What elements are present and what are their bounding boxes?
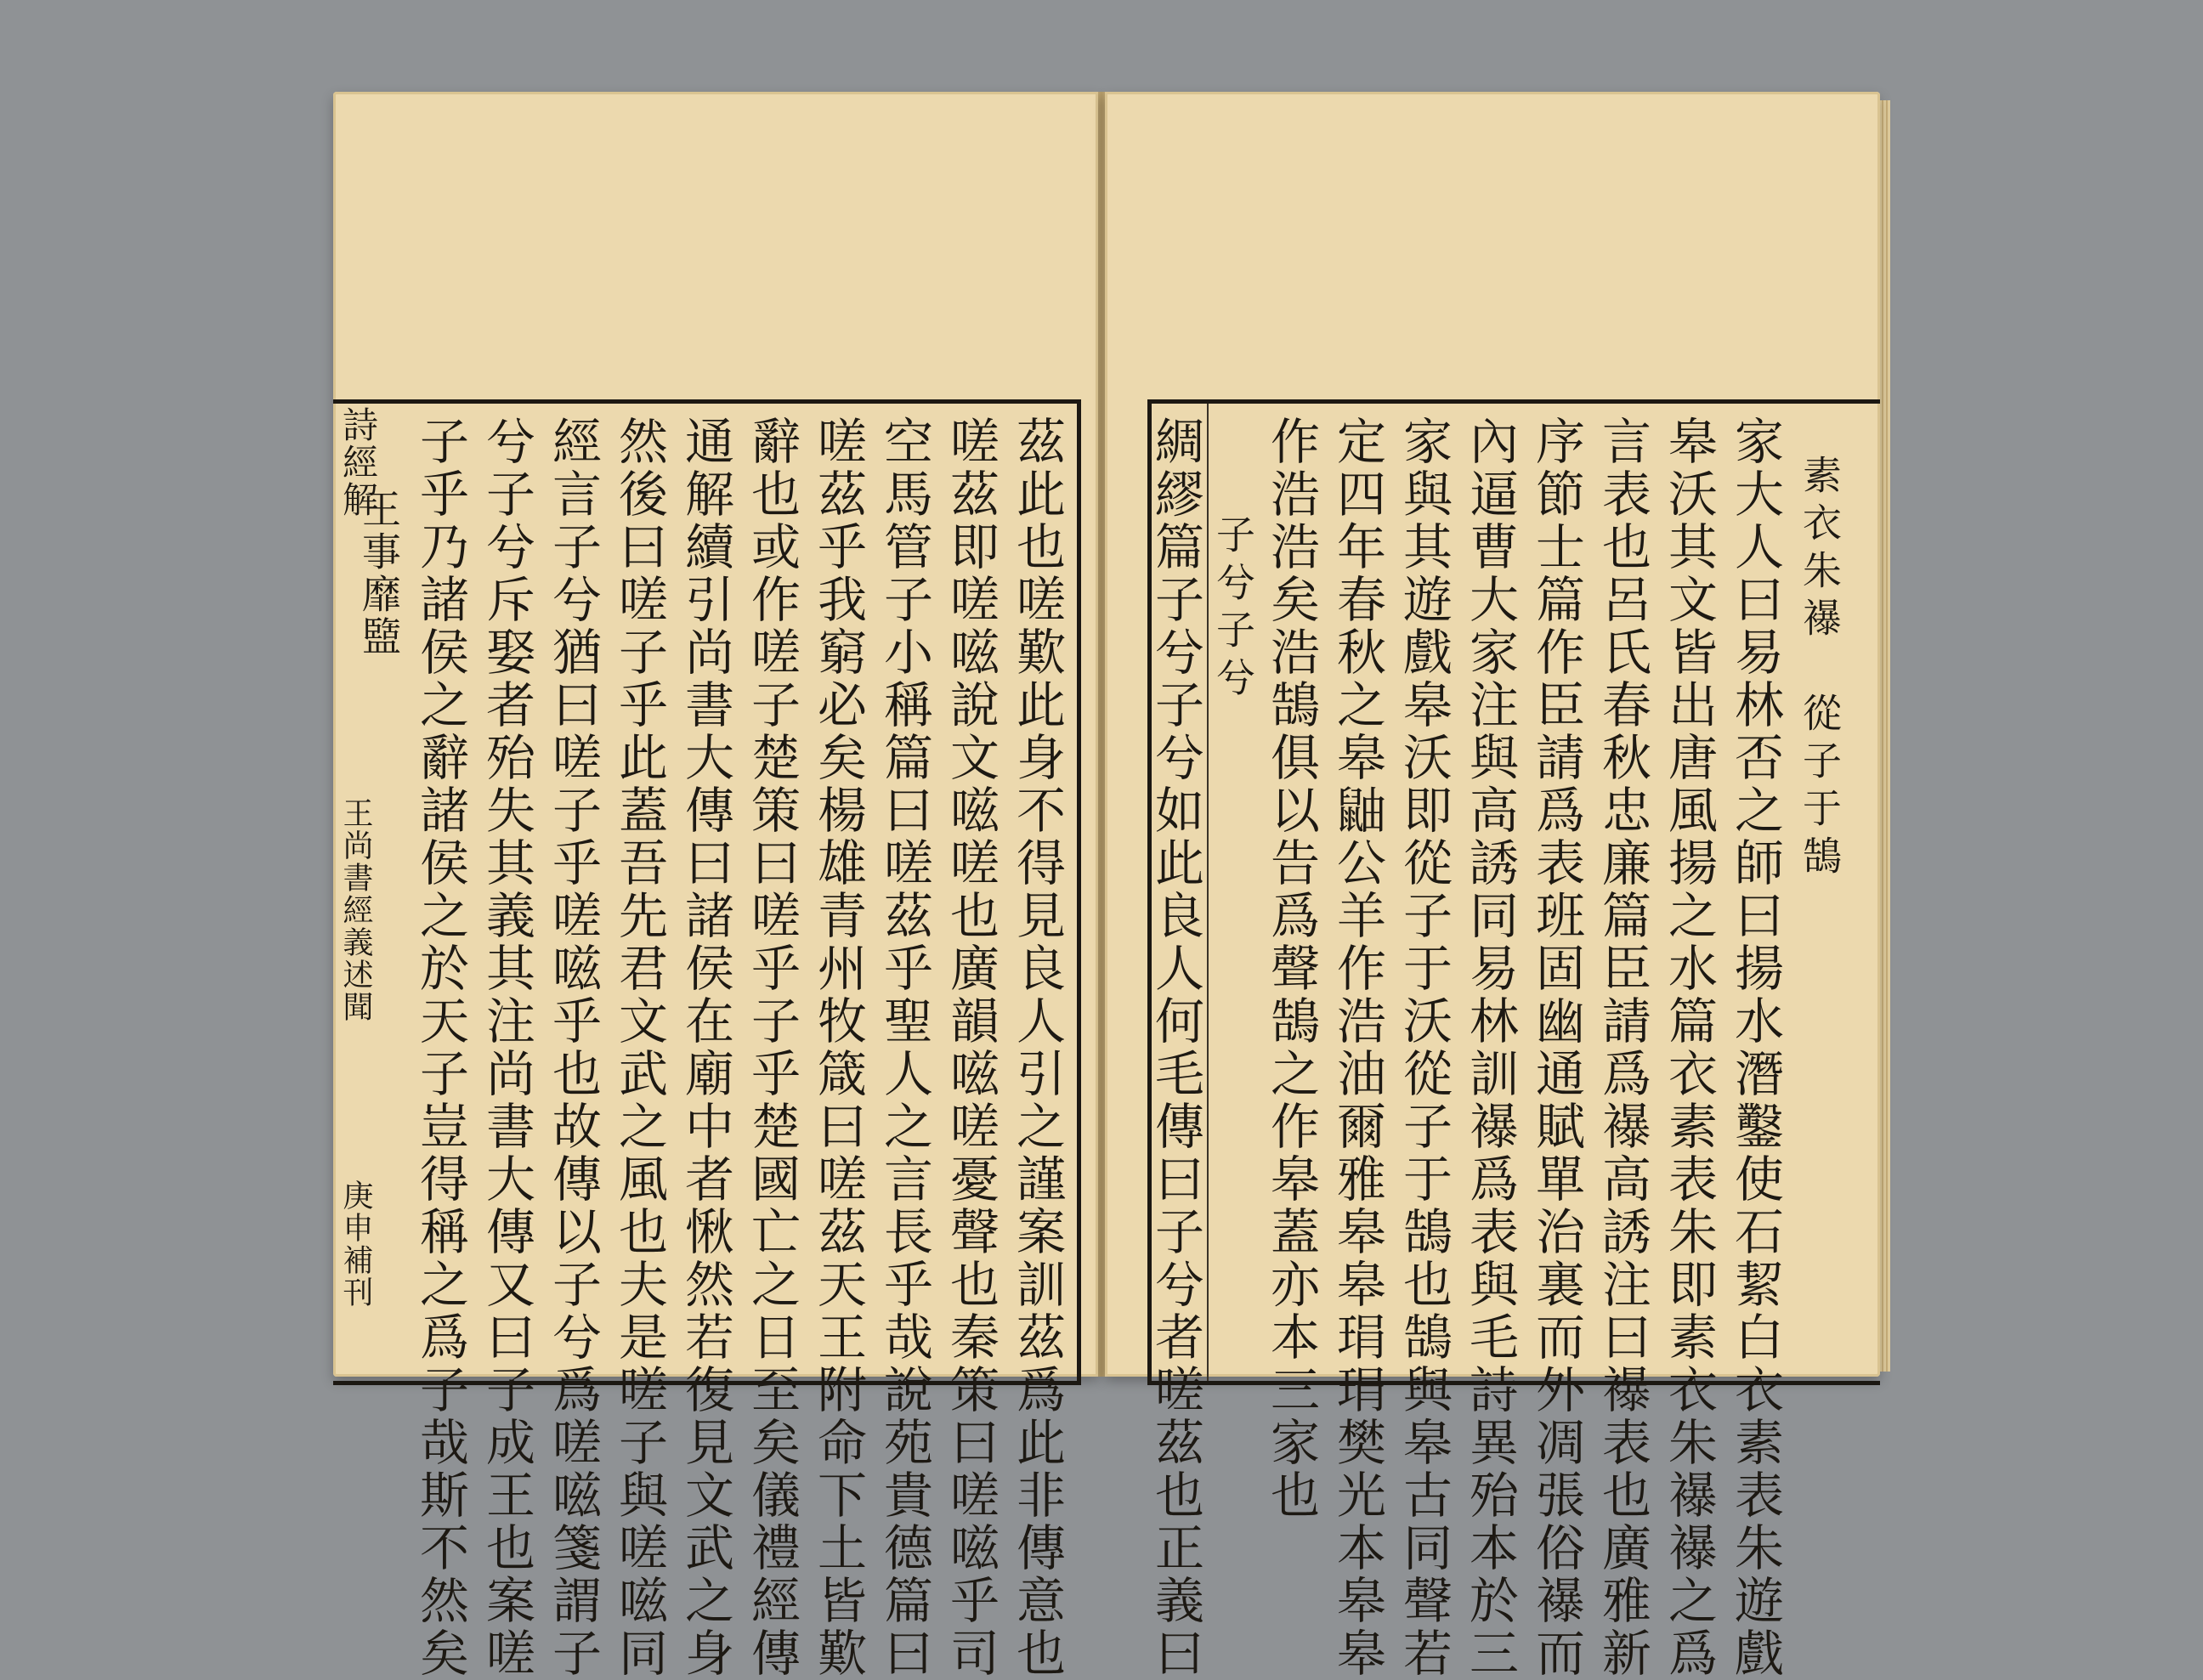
left-column-9: 兮子兮斥娶者殆失其義其注尚書大傳又曰子成王也案嗟 [478, 416, 535, 1680]
left-page [333, 92, 1098, 1680]
right-column-rule [1207, 404, 1209, 1381]
right-print-frame [1147, 399, 1880, 1680]
right-column-3: 言表也呂氏春秋忠廉篇臣請爲襮高誘注曰襮表也廣雅新 [1594, 416, 1651, 1680]
right-sub-heading: 子兮子兮 [1210, 514, 1256, 704]
left-sub-heading: 王事靡盬 [356, 489, 402, 659]
left-column-1: 茲此也嗟歎此身不得見良人引之謹案訓茲爲此非傳意也 [1008, 416, 1066, 1680]
right-column-1: 家大人曰易林否之師曰揚水潛鑿使石絜白衣素表朱遊戲 [1726, 416, 1784, 1680]
left-margin-title: 詩經解 [337, 406, 379, 518]
left-column-7: 然後曰嗟子乎此蓋吾先君文武之風也夫是嗟子與嗟嗞同 [610, 416, 668, 1680]
right-page [1105, 92, 1880, 1680]
right-column-8: 作浩浩矣浩鵠俱以告爲聲鵠之作皋蓋亦本三家也 [1262, 416, 1320, 1522]
right-column-7: 定四年春秋之皋鼬公羊作浩油爾雅皋皋琄琄樊光本皋皋 [1328, 416, 1386, 1680]
left-column-4: 嗟茲乎我窮必矣楊雄青州牧箴曰嗟茲天王附命下土皆歎 [809, 416, 867, 1680]
left-margin-note: 庚申補刊 [338, 1179, 373, 1309]
left-column-5: 辭也或作嗟子楚策曰嗟乎子乎楚國亡之日至矣儀禮經傳 [743, 416, 801, 1680]
left-column-2: 嗟茲即嗟嗞說文嗞嗟也廣韻嗞嗟憂聲也秦策曰嗟嗞乎司 [942, 416, 1000, 1680]
left-column-10: 子乎乃諸侯之辭諸侯之於天子豈得稱之爲子哉斯不然矣 [411, 416, 469, 1680]
left-column-3: 空馬管子小稱篇曰嗟茲乎聖人之言長乎哉說苑貴德篇曰 [875, 416, 933, 1680]
right-column-5: 內逼曹大家注與高誘同易林訓襮爲表與毛詩異殆本於三 [1461, 416, 1519, 1680]
right-column-2: 皋沃其文皆出唐風揚之水篇衣素表朱即素衣朱襮襮之爲 [1660, 416, 1718, 1680]
right-column-4: 序節士篇作臣請爲表班固幽通賦單治裏而外凋張俗襮而 [1527, 416, 1585, 1680]
left-print-frame [333, 399, 1081, 1680]
left-column-8: 經言子兮猶曰嗟子乎嗟嗞乎也故傳以子兮爲嗟嗞箋謂子 [544, 416, 602, 1680]
right-heading: 素衣朱襮 從子于鵠 [1797, 455, 1843, 883]
left-column-6: 通解續引尚書大傳曰諸侯在廟中者愀然若復見文武之身 [677, 416, 734, 1680]
right-column-9: 綢繆篇子兮子兮如此良人何毛傳曰子兮者嗟茲也正義曰 [1147, 416, 1204, 1680]
left-margin-sub: 王尚書經義述聞 [338, 797, 373, 1023]
right-column-6: 家與其遊戲皋沃即從子于沃從子于鵠也鵠與皋古同聲若 [1395, 416, 1453, 1680]
